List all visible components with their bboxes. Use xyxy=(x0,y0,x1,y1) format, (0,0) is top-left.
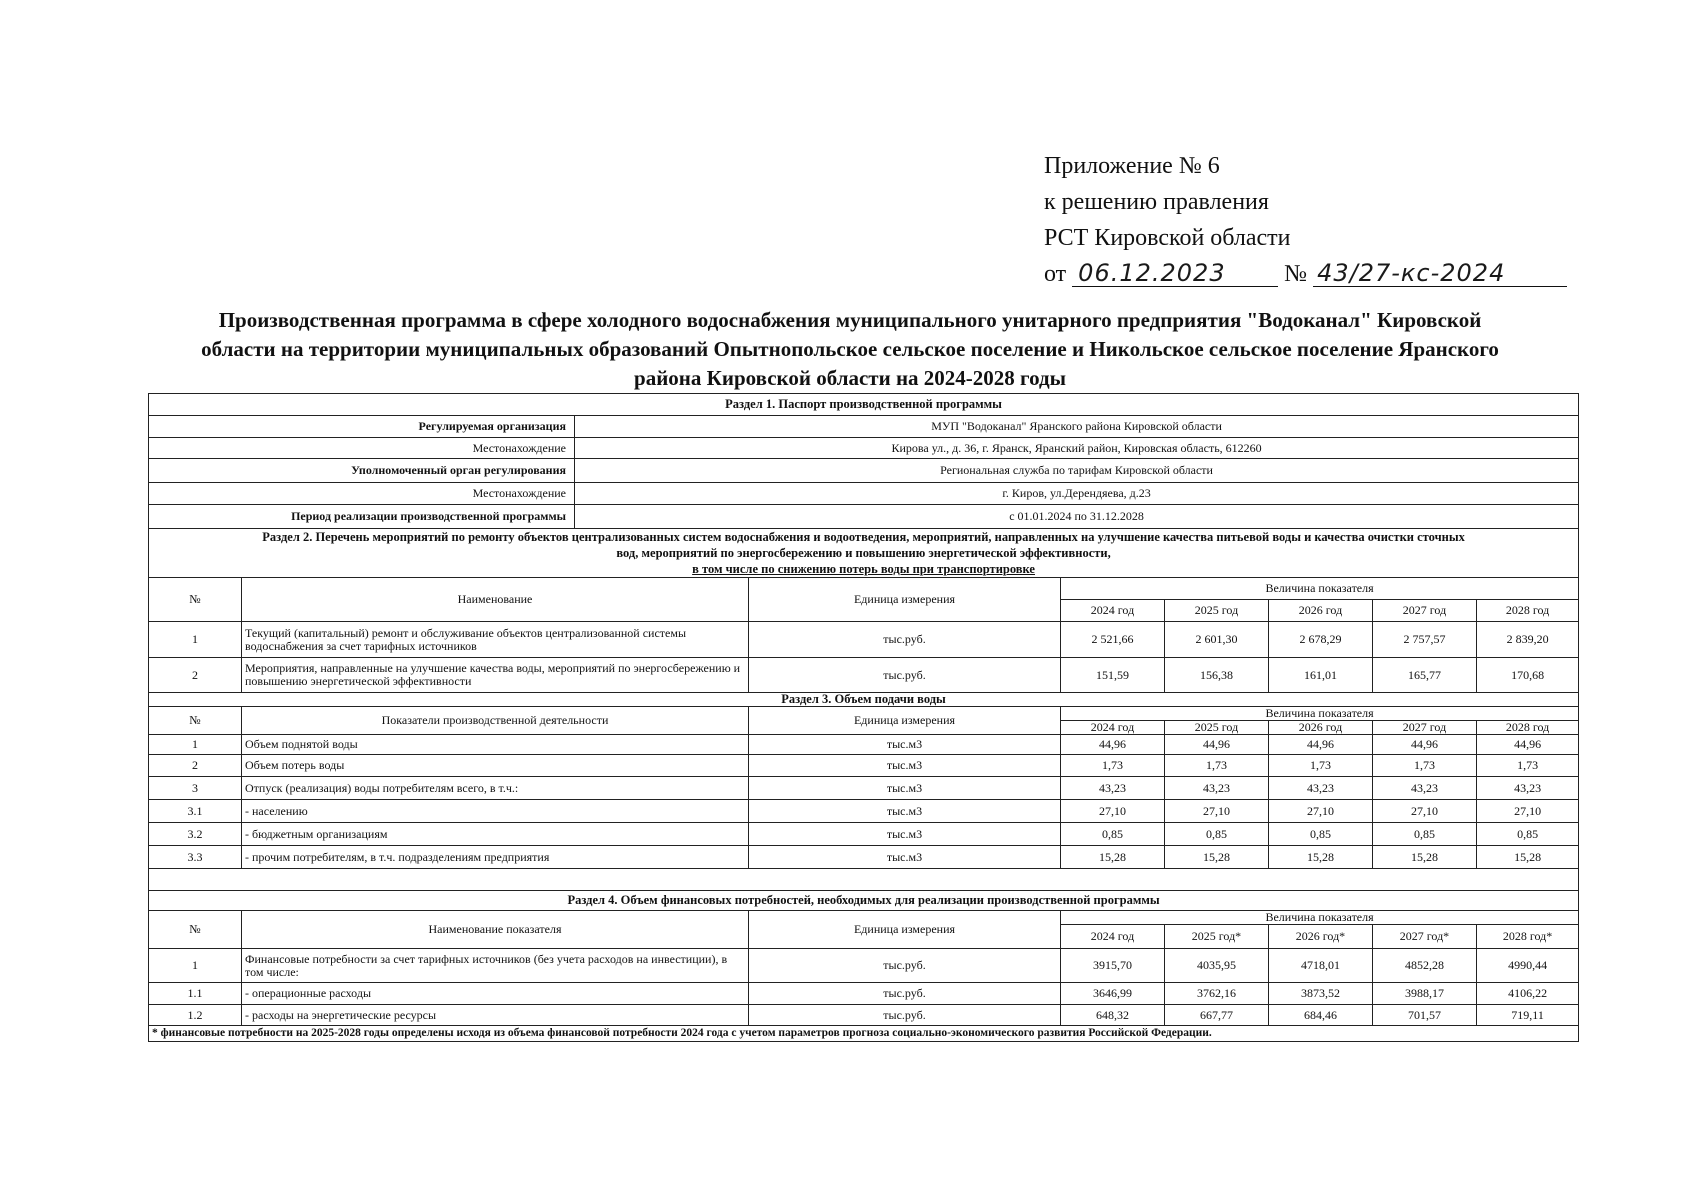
section4-col-value: Величина показателя xyxy=(1061,911,1579,925)
section4-row-unit: тыс.руб. xyxy=(749,1005,1061,1026)
section4-row-name: - операционные расходы xyxy=(242,983,749,1005)
section3-row-value: 1,73 xyxy=(1477,755,1579,777)
section1-header: Раздел 1. Паспорт производственной программы xyxy=(149,394,1579,416)
section4-row-value: 719,11 xyxy=(1477,1005,1579,1026)
section2-table-row xyxy=(149,658,1579,693)
annex-date-prefix: от xyxy=(1044,261,1067,287)
section2-row-num: 2 xyxy=(149,658,242,693)
section3-row-value: 27,10 xyxy=(1061,800,1165,823)
section4-row-num: 1.1 xyxy=(149,983,242,1005)
section2-header-line-3: в том числе по снижению потерь воды при транспортировке xyxy=(692,562,1035,576)
section4-col-unit: Единица измерения xyxy=(749,911,1061,949)
section4-row-num: 1.2 xyxy=(149,1005,242,1026)
section4-row-value: 701,57 xyxy=(1373,1005,1477,1026)
handwritten-number: 43/27-кс-2024 xyxy=(1313,260,1567,287)
section3-row-value: 1,73 xyxy=(1269,755,1373,777)
section2-col-num: № xyxy=(149,578,242,622)
section3-row-num: 3.1 xyxy=(149,800,242,823)
section3-row-value: 27,10 xyxy=(1477,800,1579,823)
section3-row-value: 15,28 xyxy=(1269,846,1373,869)
section2-header-line-1: Раздел 2. Перечень мероприятий по ремонту объектов централизованных систем водоснабжения и водоотведения, мероприятий, направленных на улучшение качества питьевой воды и качества очистки сточных xyxy=(262,530,1465,544)
passport-row xyxy=(149,438,1579,459)
section4-year-header: 2026 год* xyxy=(1269,925,1373,949)
section4-col-name: Наименование показателя xyxy=(242,911,749,949)
section3-row-value: 43,23 xyxy=(1165,777,1269,800)
section3-row-value: 15,28 xyxy=(1061,846,1165,869)
section3-row-unit: тыс.м3 xyxy=(749,777,1061,800)
section2-col-name: Наименование xyxy=(242,578,749,622)
passport-value: Кирова ул., д. 36, г. Яранск, Яранский район, Кировская область, 612260 xyxy=(575,438,1579,459)
section3-row-value: 44,96 xyxy=(1477,735,1579,755)
annex-number-prefix: № xyxy=(1284,261,1308,287)
section4-row-value: 667,77 xyxy=(1165,1005,1269,1026)
title-line-1: Производственная программа в сфере холодного водоснабжения муниципального унитарного предприятия "Водоканал" Кировской xyxy=(218,308,1482,332)
section3-header-row xyxy=(149,693,1579,707)
passport-row xyxy=(149,459,1579,483)
section4-row-value: 648,32 xyxy=(1061,1005,1165,1026)
section3-year-header: 2024 год xyxy=(1061,721,1165,735)
section3-row-value: 43,23 xyxy=(1373,777,1477,800)
section4-row-num: 1 xyxy=(149,949,242,983)
section3-table-row xyxy=(149,823,1579,846)
section3-row-num: 1 xyxy=(149,735,242,755)
section4-row-value: 4990,44 xyxy=(1477,949,1579,983)
section2-row-value: 165,77 xyxy=(1373,658,1477,693)
spacer-cell xyxy=(149,869,1579,891)
section2-header-row xyxy=(149,529,1579,578)
section3-row-value: 43,23 xyxy=(1477,777,1579,800)
section3-row-value: 27,10 xyxy=(1165,800,1269,823)
passport-label: Период реализации производственной программы xyxy=(149,505,575,529)
section3-col-header-row xyxy=(149,707,1579,721)
passport-value: МУП "Водоканал" Яранского района Кировской области xyxy=(575,416,1579,438)
section4-row-value: 3915,70 xyxy=(1061,949,1165,983)
section2-year-header: 2025 год xyxy=(1165,600,1269,622)
section2-row-value: 161,01 xyxy=(1269,658,1373,693)
section3-row-value: 15,28 xyxy=(1477,846,1579,869)
section3-row-unit: тыс.м3 xyxy=(749,800,1061,823)
section3-row-value: 27,10 xyxy=(1269,800,1373,823)
section3-row-unit: тыс.м3 xyxy=(749,735,1061,755)
section2-header-line-2: вод, мероприятий по энергосбережению и повышению энергетической эффективности, xyxy=(616,546,1111,560)
annex-block xyxy=(1044,148,1567,292)
section2-header xyxy=(149,529,1579,578)
passport-row xyxy=(149,483,1579,505)
section3-row-num: 3.2 xyxy=(149,823,242,846)
section3-row-name: Объем поднятой воды xyxy=(242,735,749,755)
section2-row-value: 151,59 xyxy=(1061,658,1165,693)
section2-row-value: 170,68 xyxy=(1477,658,1579,693)
section3-row-unit: тыс.м3 xyxy=(749,823,1061,846)
section4-row-name: Финансовые потребности за счет тарифных источников (без учета расходов на инвестиции), в том числе: xyxy=(242,949,749,983)
section3-row-num: 3.3 xyxy=(149,846,242,869)
title-line-2: области на территории муниципальных образований Опытнопольское сельское поселение и Никольское сельское поселение Яранского xyxy=(201,337,1499,361)
section4-year-header: 2025 год* xyxy=(1165,925,1269,949)
section2-row-name: Текущий (капитальный) ремонт и обслуживание объектов централизованной системы водоснабжения за счет тарифных источников xyxy=(242,622,749,658)
section4-row-unit: тыс.руб. xyxy=(749,983,1061,1005)
program-table xyxy=(148,393,1579,1042)
passport-value: Региональная служба по тарифам Кировской области xyxy=(575,459,1579,483)
section3-row-name: Объем потерь воды xyxy=(242,755,749,777)
section2-table-row xyxy=(149,622,1579,658)
passport-label: Регулируемая организация xyxy=(149,416,575,438)
section2-year-header: 2026 год xyxy=(1269,600,1373,622)
section3-year-header: 2027 год xyxy=(1373,721,1477,735)
section3-row-value: 1,73 xyxy=(1165,755,1269,777)
section3-year-header: 2028 год xyxy=(1477,721,1579,735)
section4-col-num: № xyxy=(149,911,242,949)
section3-row-name: - населению xyxy=(242,800,749,823)
section2-row-value: 2 601,30 xyxy=(1165,622,1269,658)
annex-line-authority: РСТ Кировской области xyxy=(1044,225,1291,251)
passport-label: Местонахождение xyxy=(149,483,575,505)
section4-row-value: 3762,16 xyxy=(1165,983,1269,1005)
section4-header: Раздел 4. Объем финансовых потребностей, необходимых для реализации производственной программы xyxy=(149,891,1579,911)
section3-row-num: 3 xyxy=(149,777,242,800)
section4-year-header: 2028 год* xyxy=(1477,925,1579,949)
section3-year-header: 2026 год xyxy=(1269,721,1373,735)
section2-row-unit: тыс.руб. xyxy=(749,622,1061,658)
section4-col-header-row xyxy=(149,911,1579,925)
section3-row-unit: тыс.м3 xyxy=(749,846,1061,869)
section2-year-header: 2027 год xyxy=(1373,600,1477,622)
section3-row-name: - прочим потребителям, в т.ч. подразделениям предприятия xyxy=(242,846,749,869)
section3-header: Раздел 3. Объем подачи воды xyxy=(149,693,1579,707)
section3-row-value: 0,85 xyxy=(1269,823,1373,846)
section2-year-header: 2024 год xyxy=(1061,600,1165,622)
section2-col-value: Величина показателя xyxy=(1061,578,1579,600)
section4-header-row xyxy=(149,891,1579,911)
section1-header-row xyxy=(149,394,1579,416)
section3-row-value: 44,96 xyxy=(1061,735,1165,755)
section2-row-value: 2 757,57 xyxy=(1373,622,1477,658)
section4-table-row xyxy=(149,1005,1579,1026)
section3-row-value: 27,10 xyxy=(1373,800,1477,823)
section2-row-num: 1 xyxy=(149,622,242,658)
passport-label: Местонахождение xyxy=(149,438,575,459)
section3-col-name: Показатели производственной деятельности xyxy=(242,707,749,735)
section3-col-num: № xyxy=(149,707,242,735)
section4-table-row xyxy=(149,949,1579,983)
section2-row-name: Мероприятия, направленные на улучшение качества воды, мероприятий по энергосбережению и повышению энергетической эффективности xyxy=(242,658,749,693)
section3-row-value: 0,85 xyxy=(1165,823,1269,846)
section2-row-value: 156,38 xyxy=(1165,658,1269,693)
section2-row-unit: тыс.руб. xyxy=(749,658,1061,693)
passport-label: Уполномоченный орган регулирования xyxy=(149,459,575,483)
annex-title: Приложение № 6 xyxy=(1044,153,1220,179)
footnote: * финансовые потребности на 2025-2028 годы определены исходя из объема финансовой потребности 2024 года с учетом параметров прогноза социально-экономического развития Российской Федерации. xyxy=(149,1026,1579,1042)
section4-year-header: 2027 год* xyxy=(1373,925,1477,949)
section4-row-value: 3646,99 xyxy=(1061,983,1165,1005)
section2-row-value: 2 678,29 xyxy=(1269,622,1373,658)
section3-row-value: 15,28 xyxy=(1373,846,1477,869)
section4-year-header: 2024 год xyxy=(1061,925,1165,949)
annex-line-decision: к решению правления xyxy=(1044,189,1269,215)
section3-table-row xyxy=(149,800,1579,823)
section3-row-name: - бюджетным организациям xyxy=(242,823,749,846)
section4-row-value: 4035,95 xyxy=(1165,949,1269,983)
footnote-row xyxy=(149,1026,1579,1042)
section4-row-value: 4106,22 xyxy=(1477,983,1579,1005)
section3-table-row xyxy=(149,735,1579,755)
section4-row-name: - расходы на энергетические ресурсы xyxy=(242,1005,749,1026)
section4-row-value: 4718,01 xyxy=(1269,949,1373,983)
section2-row-value: 2 521,66 xyxy=(1061,622,1165,658)
section3-row-value: 0,85 xyxy=(1061,823,1165,846)
section4-row-unit: тыс.руб. xyxy=(749,949,1061,983)
section3-row-value: 44,96 xyxy=(1373,735,1477,755)
section3-row-value: 43,23 xyxy=(1269,777,1373,800)
section3-table-row xyxy=(149,846,1579,869)
section3-row-value: 0,85 xyxy=(1477,823,1579,846)
section4-row-value: 4852,28 xyxy=(1373,949,1477,983)
spacer-row xyxy=(149,869,1579,891)
section2-row-value: 2 839,20 xyxy=(1477,622,1579,658)
section3-col-value: Величина показателя xyxy=(1061,707,1579,721)
section2-col-unit: Единица измерения xyxy=(749,578,1061,622)
section4-table-row xyxy=(149,983,1579,1005)
section3-year-header: 2025 год xyxy=(1165,721,1269,735)
section3-row-name: Отпуск (реализация) воды потребителям всего, в т.ч.: xyxy=(242,777,749,800)
section4-row-value: 3988,17 xyxy=(1373,983,1477,1005)
document-title xyxy=(150,306,1550,393)
passport-value: с 01.01.2024 по 31.12.2028 xyxy=(575,505,1579,529)
section3-row-value: 1,73 xyxy=(1061,755,1165,777)
section2-col-header-row xyxy=(149,578,1579,600)
section3-row-value: 0,85 xyxy=(1373,823,1477,846)
section3-row-value: 44,96 xyxy=(1165,735,1269,755)
section3-row-value: 44,96 xyxy=(1269,735,1373,755)
section3-table-row xyxy=(149,755,1579,777)
section3-row-unit: тыс.м3 xyxy=(749,755,1061,777)
annex-date-number-line xyxy=(1044,256,1567,292)
section4-row-value: 684,46 xyxy=(1269,1005,1373,1026)
passport-row xyxy=(149,416,1579,438)
handwritten-date: 06.12.2023 xyxy=(1072,260,1278,287)
title-line-3: района Кировской области на 2024-2028 годы xyxy=(634,366,1066,390)
section3-row-value: 1,73 xyxy=(1373,755,1477,777)
section3-col-unit: Единица измерения xyxy=(749,707,1061,735)
section2-year-header: 2028 год xyxy=(1477,600,1579,622)
section3-row-value: 15,28 xyxy=(1165,846,1269,869)
section4-row-value: 3873,52 xyxy=(1269,983,1373,1005)
passport-value: г. Киров, ул.Дерендяева, д.23 xyxy=(575,483,1579,505)
section3-table-row xyxy=(149,777,1579,800)
section3-row-value: 43,23 xyxy=(1061,777,1165,800)
section3-row-num: 2 xyxy=(149,755,242,777)
passport-row xyxy=(149,505,1579,529)
